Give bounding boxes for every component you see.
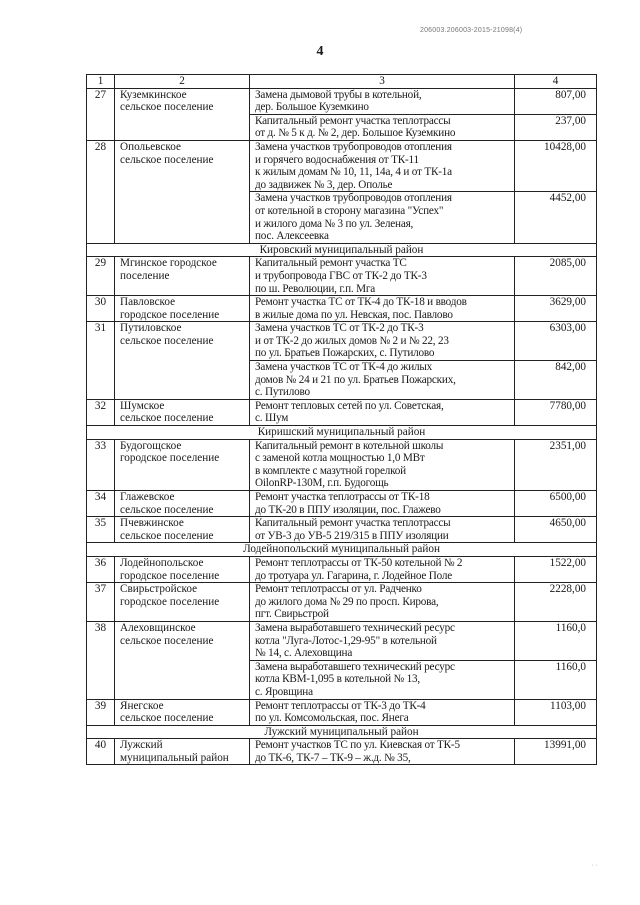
work-description-line: и трубопровода ГВС от ТК-2 до ТК-3 (255, 269, 427, 282)
work-value: 6303,00 (515, 322, 597, 361)
settlement-name-line: Путиловское (120, 322, 182, 335)
work-description-line: и от ТК-2 до жилых домов № 2 и № 22, 23 (255, 334, 449, 347)
row-number: 27 (87, 88, 115, 140)
settlement-name-line: сельское поселение (120, 529, 214, 542)
work-description (250, 296, 515, 322)
table-row (87, 556, 597, 582)
work-value: 807,00 (515, 88, 597, 114)
work-description-line: Замена выработавшего технический ресурс (255, 660, 455, 673)
settlement-name-line: Куземкинское (120, 88, 187, 101)
row-number: 37 (87, 583, 115, 622)
work-description (250, 439, 515, 490)
settlement-name-line: Янегское (120, 699, 164, 712)
work-description (250, 399, 515, 425)
header-cell: 2 (115, 75, 250, 89)
work-value: 1160,0 (515, 660, 597, 699)
work-description-line: в жилые дома по ул. Невская, пос. Павлово (255, 308, 453, 321)
row-number: 34 (87, 491, 115, 517)
work-value: 2085,00 (515, 257, 597, 296)
work-description (250, 192, 515, 243)
work-value: 2351,00 (515, 439, 597, 490)
work-description-line: Ремонт теплотрассы от ТК-50 котельной № 2 (255, 556, 463, 569)
work-value: 1103,00 (515, 699, 597, 725)
work-description-line: котла КВМ-1,095 в котельной № 13, (255, 673, 420, 686)
header-cell: 3 (250, 75, 515, 89)
settlement-name (115, 140, 250, 243)
header-cell: 4 (515, 75, 597, 89)
table-row (87, 491, 597, 517)
table-row (87, 399, 597, 425)
work-description-line: по ул. Комсомольская, пос. Янега (255, 712, 409, 725)
work-description-line: с. Шум (255, 412, 289, 425)
table-row (87, 439, 597, 490)
work-description-line: Ремонт теплотрассы от ТК-3 до ТК-4 (255, 699, 426, 712)
document-reference: 206003.206003-2015-21098(4) (420, 27, 523, 34)
work-description-line: Замена выработавшего технический ресурс (255, 621, 455, 634)
work-description-line: Замена участков трубопроводов отопления (255, 140, 452, 153)
work-description (250, 361, 515, 400)
settlement-name (115, 621, 250, 699)
work-description-line: до тротуара ул. Гагарина, г. Лодейное Поле (255, 569, 453, 582)
district-row (87, 725, 597, 739)
work-value: 4650,00 (515, 517, 597, 543)
district-name: Киришский муниципальный район (87, 426, 597, 440)
settlement-name-line: Мгинское городское (120, 257, 217, 270)
settlement-name-line: муниципальный район (120, 751, 229, 764)
work-description-line: Замена участков ТС от ТК-4 до жилых (255, 361, 433, 374)
row-number: 36 (87, 556, 115, 582)
settlement-name (115, 322, 250, 400)
settlement-name (115, 583, 250, 622)
work-description-line: OilonRP-130M, г.п. Будогощь (255, 477, 389, 490)
work-description-line: до жилого дома № 29 по просп. Кирова, (255, 595, 439, 608)
work-description-line: № 14, с. Алеховщина (255, 647, 353, 660)
table-row (87, 322, 597, 361)
work-description-line: Ремонт участков ТС по ул. Киевская от ТК-5 (255, 739, 460, 752)
work-description-line: котла "Луга-Лотос-1,29-95" в котельной (255, 634, 437, 647)
settlement-name-line: сельское поселение (120, 503, 214, 516)
work-description (250, 621, 515, 660)
work-value: 6500,00 (515, 491, 597, 517)
work-value: 1522,00 (515, 556, 597, 582)
work-description-line: Замена участков трубопроводов отопления (255, 192, 452, 205)
row-number: 38 (87, 621, 115, 699)
work-value: 13991,00 (515, 739, 597, 765)
work-description-line: дер. Большое Куземкино (255, 101, 369, 114)
work-value: 10428,00 (515, 140, 597, 191)
work-description-line: к жилым домам № 10, 11, 14а, 4 и от ТК-1а (255, 166, 452, 179)
district-name: Кировский муниципальный район (87, 243, 597, 257)
settlement-name (115, 257, 250, 296)
work-value: 1160,0 (515, 621, 597, 660)
work-description-line: до задвижек № 3, дер. Ополье (255, 178, 393, 191)
settlement-name-line: Пчевжинское (120, 517, 184, 530)
settlement-name-line: городское поселение (120, 308, 220, 321)
work-description (250, 517, 515, 543)
work-value: 3629,00 (515, 296, 597, 322)
row-number: 31 (87, 322, 115, 400)
settlement-name-line: городское поселение (120, 569, 220, 582)
work-description-line: с. Путилово (255, 386, 310, 399)
header-row (87, 75, 597, 89)
work-description-line: Замена дымовой трубы в котельной, (255, 88, 422, 101)
work-description-line: до ТК-6, ТК-7 – ТК-9 – ж.д. № 35, (255, 751, 411, 764)
table-row (87, 517, 597, 543)
settlement-name (115, 296, 250, 322)
work-description (250, 491, 515, 517)
work-description-line: Капитальный ремонт в котельной школы (255, 439, 444, 452)
district-name: Лодейнопольский муниципальный район (87, 543, 597, 557)
district-row (87, 426, 597, 440)
work-description (250, 140, 515, 191)
settlement-name-line: Глажевское (120, 491, 175, 503)
work-value: 2228,00 (515, 583, 597, 622)
work-description (250, 660, 515, 699)
work-description-line: пгт. Свирьстрой (255, 608, 329, 621)
header-cell: 1 (87, 75, 115, 89)
work-description-line: с заменой котла мощностью 1,0 МВт (255, 452, 425, 465)
row-number: 29 (87, 257, 115, 296)
work-description (250, 583, 515, 622)
settlement-name-line: Павловское (120, 296, 176, 309)
row-number: 35 (87, 517, 115, 543)
work-description-line: Ремонт теплотрассы от ул. Радченко (255, 583, 422, 596)
district-row (87, 243, 597, 257)
work-description-line: от УВ-3 до УВ-5 219/315 в ППУ изоляции (255, 529, 449, 542)
work-description-line: домов № 24 и 21 по ул. Братьев Пожарских, (255, 373, 456, 386)
settlement-name-line: городское поселение (120, 595, 220, 608)
table-row (87, 699, 597, 725)
row-number: 28 (87, 140, 115, 243)
row-number: 32 (87, 399, 115, 425)
settlement-name-line: Будогощское (120, 439, 182, 452)
settlement-name-line: сельское поселение (120, 712, 214, 725)
work-description-line: и жилого дома № 3 по ул. Зеленая, (255, 217, 414, 230)
work-description-line: Капитальный ремонт участка теплотрассы (255, 114, 451, 127)
page-corner-mark: · · (591, 862, 598, 869)
work-description (250, 739, 515, 765)
table-row (87, 621, 597, 660)
settlement-name-line: городское поселение (120, 452, 220, 465)
settlement-name-line: поселение (120, 269, 170, 282)
work-value: 842,00 (515, 361, 597, 400)
work-description-line: до ТК-20 в ППУ изоляции, пос. Глажево (255, 503, 441, 516)
work-description-line: и горячего водоснабжения от ТК-11 (255, 153, 419, 166)
row-number: 40 (87, 739, 115, 765)
table-row (87, 140, 597, 191)
settlement-name-line: Свирьстройское (120, 583, 198, 596)
work-description-line: от д. № 5 к д. № 2, дер. Большое Куземкино (255, 127, 456, 140)
settlement-name (115, 517, 250, 543)
table-row (87, 583, 597, 622)
settlement-name-line: Опольевское (120, 140, 181, 153)
work-value: 7780,00 (515, 399, 597, 425)
work-description-line: Ремонт тепловых сетей по ул. Советская, (255, 399, 444, 412)
settlement-name-line: Лодейнопольское (120, 556, 204, 569)
settlement-name (115, 439, 250, 490)
settlement-name (115, 699, 250, 725)
settlement-name-line: сельское поселение (120, 412, 214, 425)
work-description (250, 556, 515, 582)
district-name: Лужский муниципальный район (87, 725, 597, 739)
work-description-line: пос. Алексеевка (255, 230, 329, 243)
work-description-line: в комплекте с мазутной горелкой (255, 464, 406, 477)
work-description-line: с. Яровщина (255, 685, 313, 698)
work-description (250, 257, 515, 296)
work-description-line: по ш. Революции, г.п. Мга (255, 282, 375, 295)
settlement-name-line: Шумское (120, 399, 165, 412)
work-description-line: Замена участков ТС от ТК-2 до ТК-3 (255, 322, 424, 335)
settlement-name (115, 556, 250, 582)
settlement-name-line: сельское поселение (120, 101, 214, 114)
district-row (87, 543, 597, 557)
work-description-line: Ремонт участка ТС от ТК-4 до ТК-18 и вводов (255, 296, 467, 309)
settlement-name-line: Алеховщинское (120, 621, 196, 634)
table-row (87, 257, 597, 296)
work-description (250, 88, 515, 114)
table-row (87, 88, 597, 114)
work-description (250, 699, 515, 725)
work-description (250, 322, 515, 361)
row-number: 33 (87, 439, 115, 490)
work-description-line: от котельной в сторону магазина "Успех" (255, 204, 444, 217)
row-number: 30 (87, 296, 115, 322)
page-number: 4 (316, 44, 324, 59)
work-description-line: Капитальный ремонт участка теплотрассы (255, 517, 451, 530)
row-number: 39 (87, 699, 115, 725)
settlement-name-line: сельское поселение (120, 334, 214, 347)
works-table (86, 74, 597, 765)
settlement-name-line: Лужский (120, 739, 163, 752)
table-row (87, 296, 597, 322)
work-description (250, 114, 515, 140)
settlement-name (115, 739, 250, 765)
work-value: 237,00 (515, 114, 597, 140)
settlement-name-line: сельское поселение (120, 634, 214, 647)
settlement-name-line: сельское поселение (120, 153, 214, 166)
settlement-name (115, 88, 250, 140)
work-description-line: по ул. Братьев Пожарских, с. Путилово (255, 347, 435, 360)
work-description-line: Капитальный ремонт участка ТС (255, 257, 407, 270)
work-value: 4452,00 (515, 192, 597, 243)
settlement-name (115, 491, 250, 517)
table-row (87, 739, 597, 765)
settlement-name (115, 399, 250, 425)
work-description-line: Ремонт участка теплотрассы от ТК-18 (255, 491, 430, 503)
